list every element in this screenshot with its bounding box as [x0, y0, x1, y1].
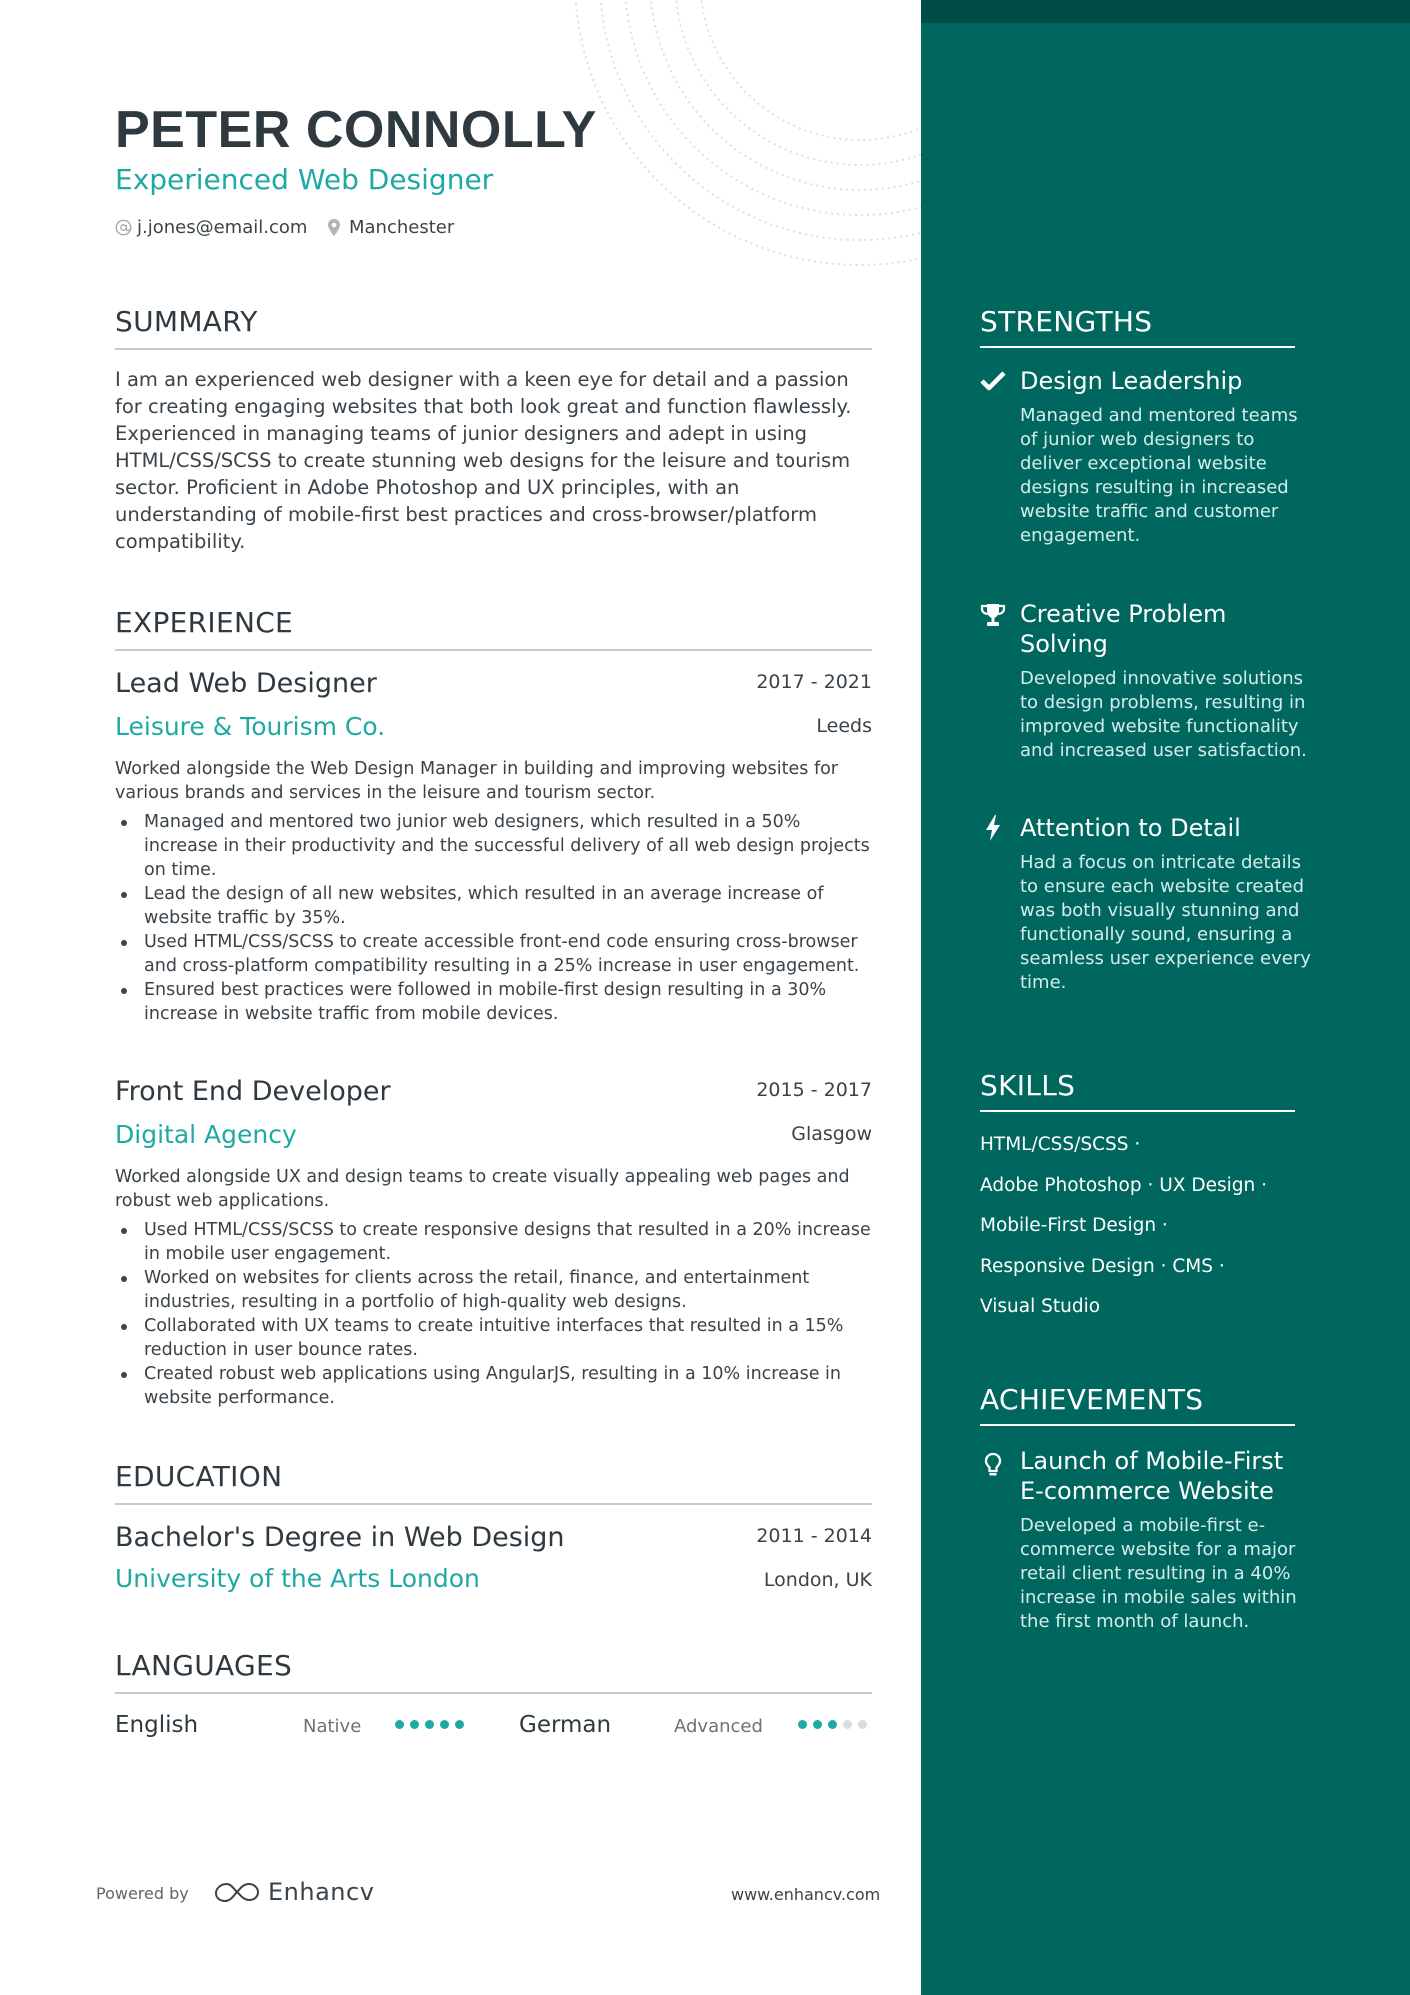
- job-title: Front End Developer: [115, 1076, 391, 1107]
- lightbulb-icon: [979, 1451, 1007, 1479]
- trophy-icon: [979, 601, 1007, 629]
- enhancv-logo-icon: [214, 1880, 260, 1904]
- job-location: Glasgow: [791, 1123, 872, 1145]
- strength-title: Creative Problem Solving: [1020, 600, 1227, 658]
- rating-dot-empty: [858, 1720, 867, 1729]
- skill-row: Mobile-First Design ·: [980, 1215, 1168, 1236]
- list-item: Worked on websites for clients across the retail, finance, and entertainment industries, resulting in a portfolio of high-quality web designs.: [115, 1266, 877, 1314]
- rating-dot-filled: [395, 1720, 404, 1729]
- skill-row: Adobe Photoshop · UX Design ·: [980, 1174, 1267, 1196]
- degree-title: Bachelor's Degree in Web Design: [115, 1522, 565, 1553]
- contact-email[interactable]: [115, 217, 307, 238]
- at-icon: [115, 219, 132, 236]
- job-dates: 2017 - 2021: [756, 671, 872, 693]
- job-title: Lead Web Designer: [115, 668, 377, 699]
- rating-dot-filled: [425, 1720, 434, 1729]
- rating-dot-filled: [828, 1720, 837, 1729]
- strength-description: Managed and mentored teams of junior web designers to deliver exceptional website designs resulting in increased website traffic and customer engagement.: [1020, 405, 1298, 546]
- job-company: Digital Agency: [115, 1120, 297, 1149]
- rating-dot-filled: [440, 1720, 449, 1729]
- education-heading: EDUCATION: [115, 1460, 872, 1505]
- list-item: Lead the design of all new websites, which resulted in an average increase of website traffic by 35%.: [115, 882, 877, 930]
- skills-list: [980, 1130, 1300, 1333]
- checkmark-icon: [979, 367, 1007, 395]
- footer-url[interactable]: www.enhancv.com: [731, 1885, 881, 1904]
- job-location: Leeds: [816, 715, 872, 737]
- strength-description: Developed innovative solutions to design problems, resulting in improved website functionality and increased user satisfaction.: [1020, 668, 1307, 761]
- enhancv-brand: Enhancv: [268, 1878, 375, 1906]
- list-item: Ensured best practices were followed in mobile-first design resulting in a 30% increase in website traffic from mobile devices.: [115, 978, 877, 1026]
- location-pin-icon: [327, 218, 341, 237]
- achievements-heading: ACHIEVEMENTS: [980, 1383, 1295, 1426]
- strength-title: Attention to Detail: [1020, 814, 1241, 842]
- list-item: Used HTML/CSS/SCSS to create responsive designs that resulted in a 20% increase in mobile user engagement.: [115, 1218, 877, 1266]
- skills-heading: SKILLS: [980, 1069, 1295, 1112]
- school-name: University of the Arts London: [115, 1564, 480, 1593]
- location-text: Manchester: [349, 217, 455, 238]
- rating-dot-filled: [798, 1720, 807, 1729]
- skill-row: Visual Studio: [980, 1296, 1101, 1317]
- language-name: English: [115, 1712, 199, 1738]
- email-text: j.jones@email.com: [137, 217, 308, 238]
- enhancv-logo[interactable]: [214, 1878, 374, 1906]
- powered-by-label: Powered by: [96, 1884, 189, 1903]
- language-level: Advanced: [674, 1716, 763, 1737]
- job-bullets: [115, 810, 877, 1026]
- job-description: Worked alongside the Web Design Manager in building and improving websites for various brands and services in the leisure and tourism sector.: [115, 759, 839, 803]
- language-rating: [798, 1720, 867, 1729]
- experience-heading: EXPERIENCE: [115, 606, 872, 651]
- job-description: Worked alongside UX and design teams to create visually appealing web pages and robust web applications.: [115, 1167, 850, 1211]
- candidate-name: PETER CONNOLLY: [115, 101, 597, 159]
- strength-title: Design Leadership: [1020, 367, 1243, 395]
- contact-location: [327, 217, 454, 238]
- candidate-title: Experienced Web Designer: [115, 163, 494, 196]
- summary-heading: SUMMARY: [115, 305, 872, 350]
- job-bullets: [115, 1218, 877, 1410]
- rating-dot-filled: [813, 1720, 822, 1729]
- skill-row: Responsive Design · CMS ·: [980, 1255, 1225, 1277]
- school-location: London, UK: [763, 1569, 872, 1591]
- rating-dot-filled: [410, 1720, 419, 1729]
- job-dates: 2015 - 2017: [756, 1079, 872, 1101]
- skill-row: HTML/CSS/SCSS ·: [980, 1134, 1141, 1155]
- languages-heading: LANGUAGES: [115, 1649, 872, 1694]
- achievement-title: Launch of Mobile-First E-commerce Website: [1020, 1447, 1284, 1505]
- lightning-icon: [979, 814, 1007, 842]
- list-item: Used HTML/CSS/SCSS to create accessible front-end code ensuring cross-browser and cross-platform compatibility resulting in a 25% increase in user engagement.: [115, 930, 877, 978]
- list-item: Created robust web applications using AngularJS, resulting in a 10% increase in website performance.: [115, 1362, 877, 1410]
- education-dates: 2011 - 2014: [756, 1525, 872, 1547]
- list-item: Collaborated with UX teams to create intuitive interfaces that resulted in a 15% reduction in user bounce rates.: [115, 1314, 877, 1362]
- achievement-description: Developed a mobile-first e-commerce website for a major retail client resulting in a 40% increase in mobile sales within the first month of launch.: [1020, 1515, 1297, 1632]
- strengths-heading: STRENGTHS: [980, 305, 1295, 348]
- list-item: Managed and mentored two junior web designers, which resulted in a 50% increase in their productivity and the successful delivery of all web design projects on time.: [115, 810, 877, 882]
- language-name: German: [519, 1712, 612, 1738]
- sidebar-top-bar: [921, 0, 1410, 23]
- language-level: Native: [303, 1716, 362, 1737]
- summary-text: I am an experienced web designer with a keen eye for detail and a passion for creating engaging websites that both look great and function flawlessly. Experienced in managing teams of junior designers and adept in using HTML/CSS/SCSS to create stunning web designs for the leisure and tourism sector. Proficient in Adobe Photoshop and UX principles, with an understanding of mobile-first best practices and cross-browser/platform compatibility.: [115, 368, 852, 553]
- rating-dot-filled: [455, 1720, 464, 1729]
- language-rating: [395, 1720, 464, 1729]
- job-company: Leisure & Tourism Co.: [115, 712, 386, 741]
- strength-description: Had a focus on intricate details to ensure each website created was both visually stunning and functionally sound, ensuring a seamless user experience every time.: [1020, 852, 1311, 993]
- rating-dot-empty: [843, 1720, 852, 1729]
- sidebar: [921, 0, 1410, 1995]
